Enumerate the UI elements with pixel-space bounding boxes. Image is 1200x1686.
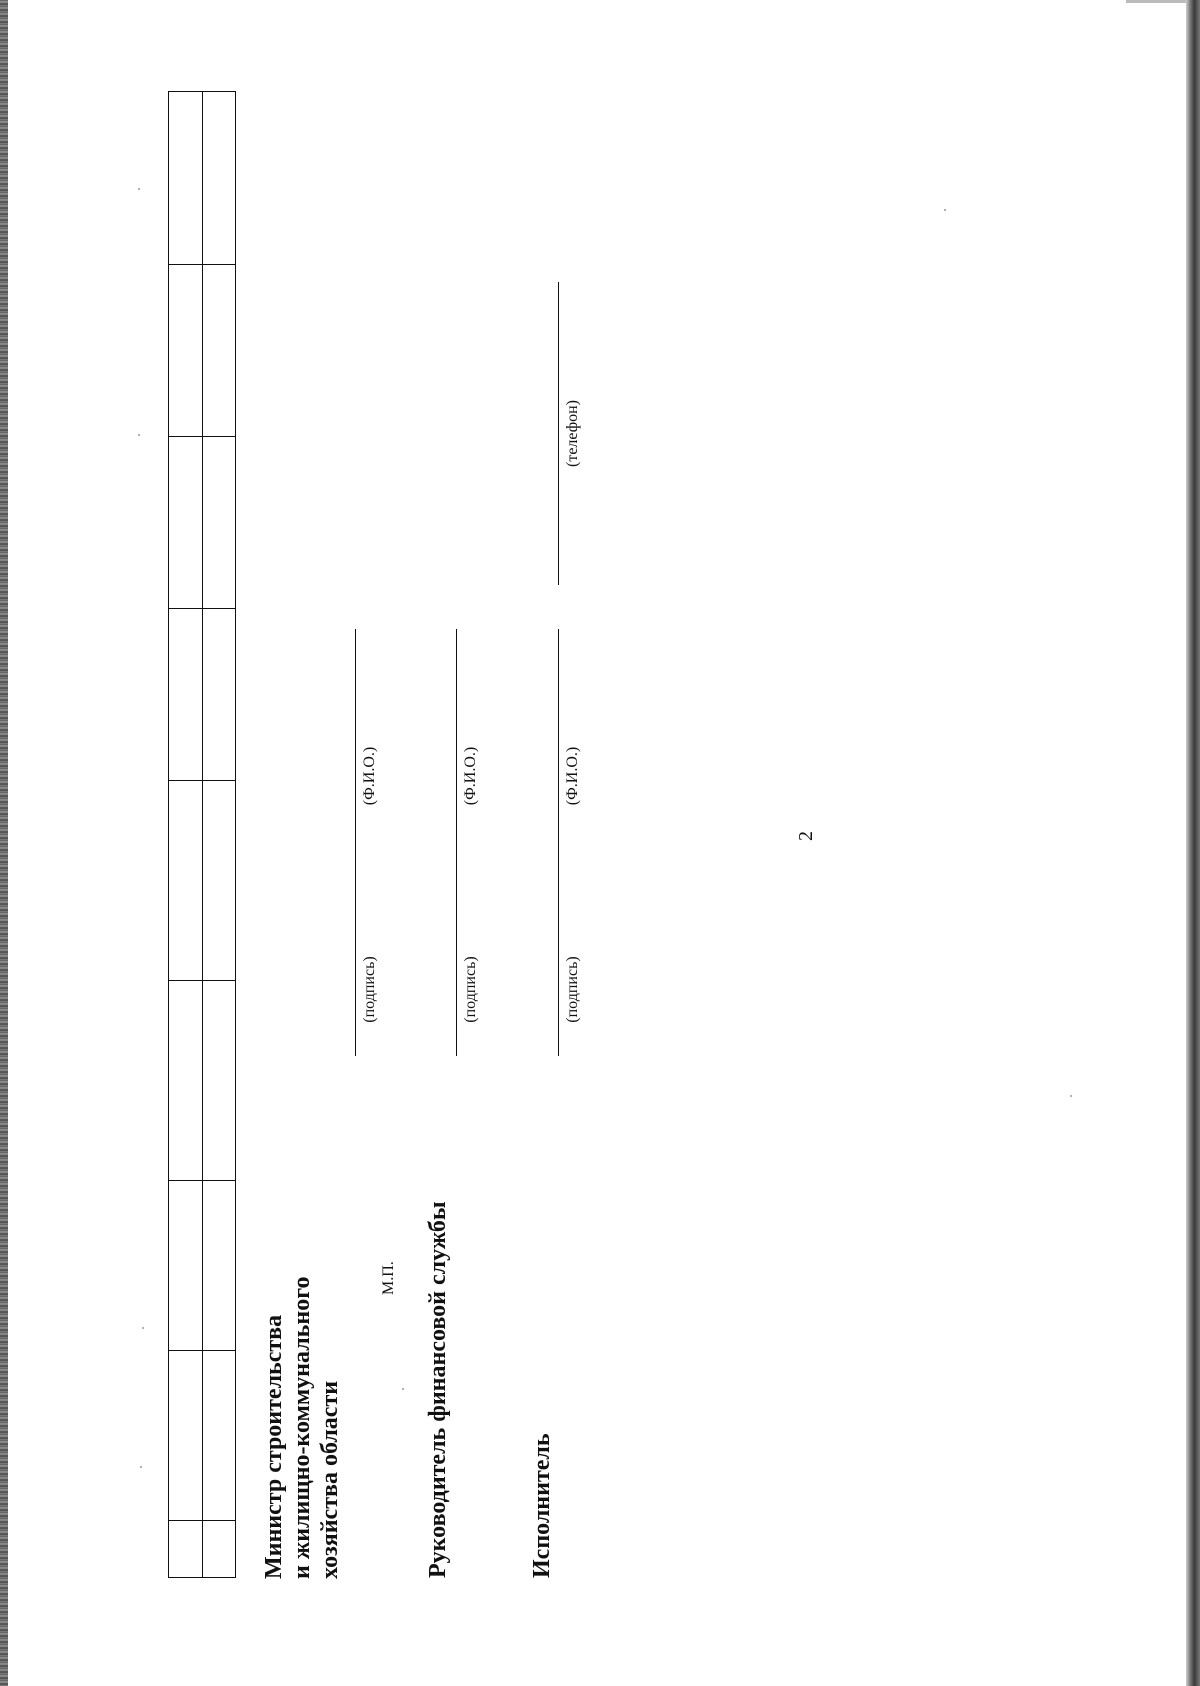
minister-title-line-1: Министр строительства (261, 1314, 287, 1579)
scan-speck (402, 1388, 404, 1390)
table-cell (202, 265, 236, 437)
page-number: 2 (795, 831, 817, 841)
scan-speck (1070, 1095, 1072, 1097)
scan-speck (140, 1466, 142, 1468)
table-row (169, 92, 203, 1578)
executor-title: Исполнитель (529, 1433, 555, 1578)
table-cell (169, 1181, 203, 1351)
executor-phone-line (558, 282, 559, 585)
table-cell (169, 609, 203, 781)
table-cell (169, 981, 203, 1181)
scan-speck (138, 434, 140, 436)
minister-signature-line (355, 923, 356, 1056)
executor-name-caption: (Ф.И.О.) (564, 746, 581, 806)
minister-title-line-3: хозяйства области (317, 1380, 343, 1579)
scan-speck (138, 188, 140, 190)
scan-speck (142, 1327, 144, 1329)
table-cell (202, 981, 236, 1181)
finance-head-signature-caption: (подпись) (462, 956, 479, 1023)
executor-phone-caption: (телефон) (564, 400, 581, 467)
table-cell (169, 1351, 203, 1521)
table-cell (202, 437, 236, 609)
table-cell (202, 1521, 236, 1578)
executor-signature-caption: (подпись) (564, 956, 581, 1023)
table-cell (169, 265, 203, 437)
minister-title-line-2: и жилищно-коммунального (289, 1276, 315, 1579)
stamp-label: М.П. (380, 1261, 397, 1295)
table-cell (202, 92, 236, 265)
table-cell (169, 92, 203, 265)
table-cell (202, 609, 236, 781)
table-row (202, 92, 236, 1578)
finance-head-signature-line (456, 923, 457, 1056)
scan-speck (944, 209, 946, 211)
minister-name-caption: (Ф.И.О.) (361, 746, 378, 806)
empty-table (168, 91, 236, 1578)
table-cell (169, 1521, 203, 1578)
table-cell (202, 1181, 236, 1351)
table-cell (169, 781, 203, 981)
finance-head-title: Руководитель финансовой службы (425, 1201, 451, 1578)
minister-name-line (355, 629, 356, 923)
table-cell (169, 437, 203, 609)
executor-name-line (558, 629, 559, 923)
table-cell (202, 1351, 236, 1521)
executor-signature-line (558, 923, 559, 1056)
table-cell (202, 781, 236, 981)
minister-title (260, 1276, 344, 1579)
minister-signature-caption: (подпись) (361, 956, 378, 1023)
finance-head-name-caption: (Ф.И.О.) (462, 746, 479, 806)
finance-head-name-line (456, 629, 457, 923)
